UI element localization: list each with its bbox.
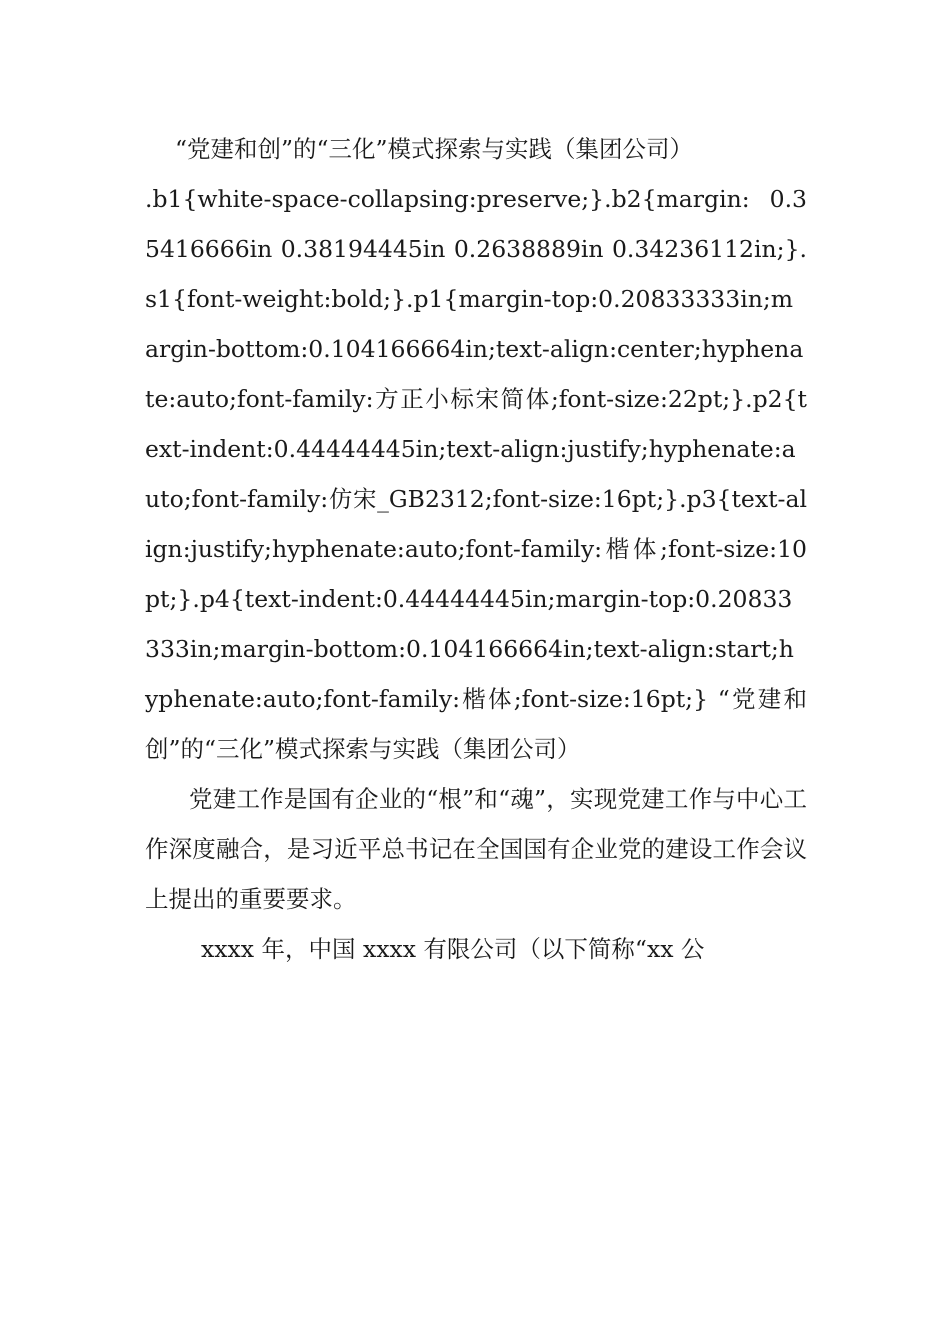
- style-code-text: .b1{white-space-collapsing:preserve;}.b2{margin: 0.35416666in 0.38194445in 0.2638889in 0.34236112in;}.s1{font-weight:bold;}.p1{margin-top:0.20833333in;margin-bottom:0.104166664in;text-align:center;hyphenate:auto;font-family:方正小标宋简体;font-size:22pt;}.p2{text-indent:0.44444445in;text-align:justify;hyphenate:auto;font-family:仿宋_GB2312;font-size:16pt;}.p3{text-align:justify;hyphenate:auto;font-family:楷体;font-size:10pt;}.p4{text-indent:0.44444445in;margin-top:0.20833333in;margin-bottom:0.104166664in;text-align:start;hyphenate:auto;font-family:楷体;font-size:16pt;} “党建和创”的“三化”模式探索与实践（集团公司）: [145, 185, 807, 763]
- body-paragraph-1: 党建工作是国有企业的“根”和“魂”，实现党建工作与中心工作深度融合，是习近平总书记在全国国有企业党的建设工作会议上提出的重要要求。: [145, 785, 807, 913]
- body-paragraph-2: xxxx 年，中国 xxxx 有限公司（以下简称“xx 公: [201, 935, 705, 963]
- document-title-line: “党建和创”的“三化”模式探索与实践（集团公司）: [175, 135, 694, 163]
- document-body: [145, 124, 807, 974]
